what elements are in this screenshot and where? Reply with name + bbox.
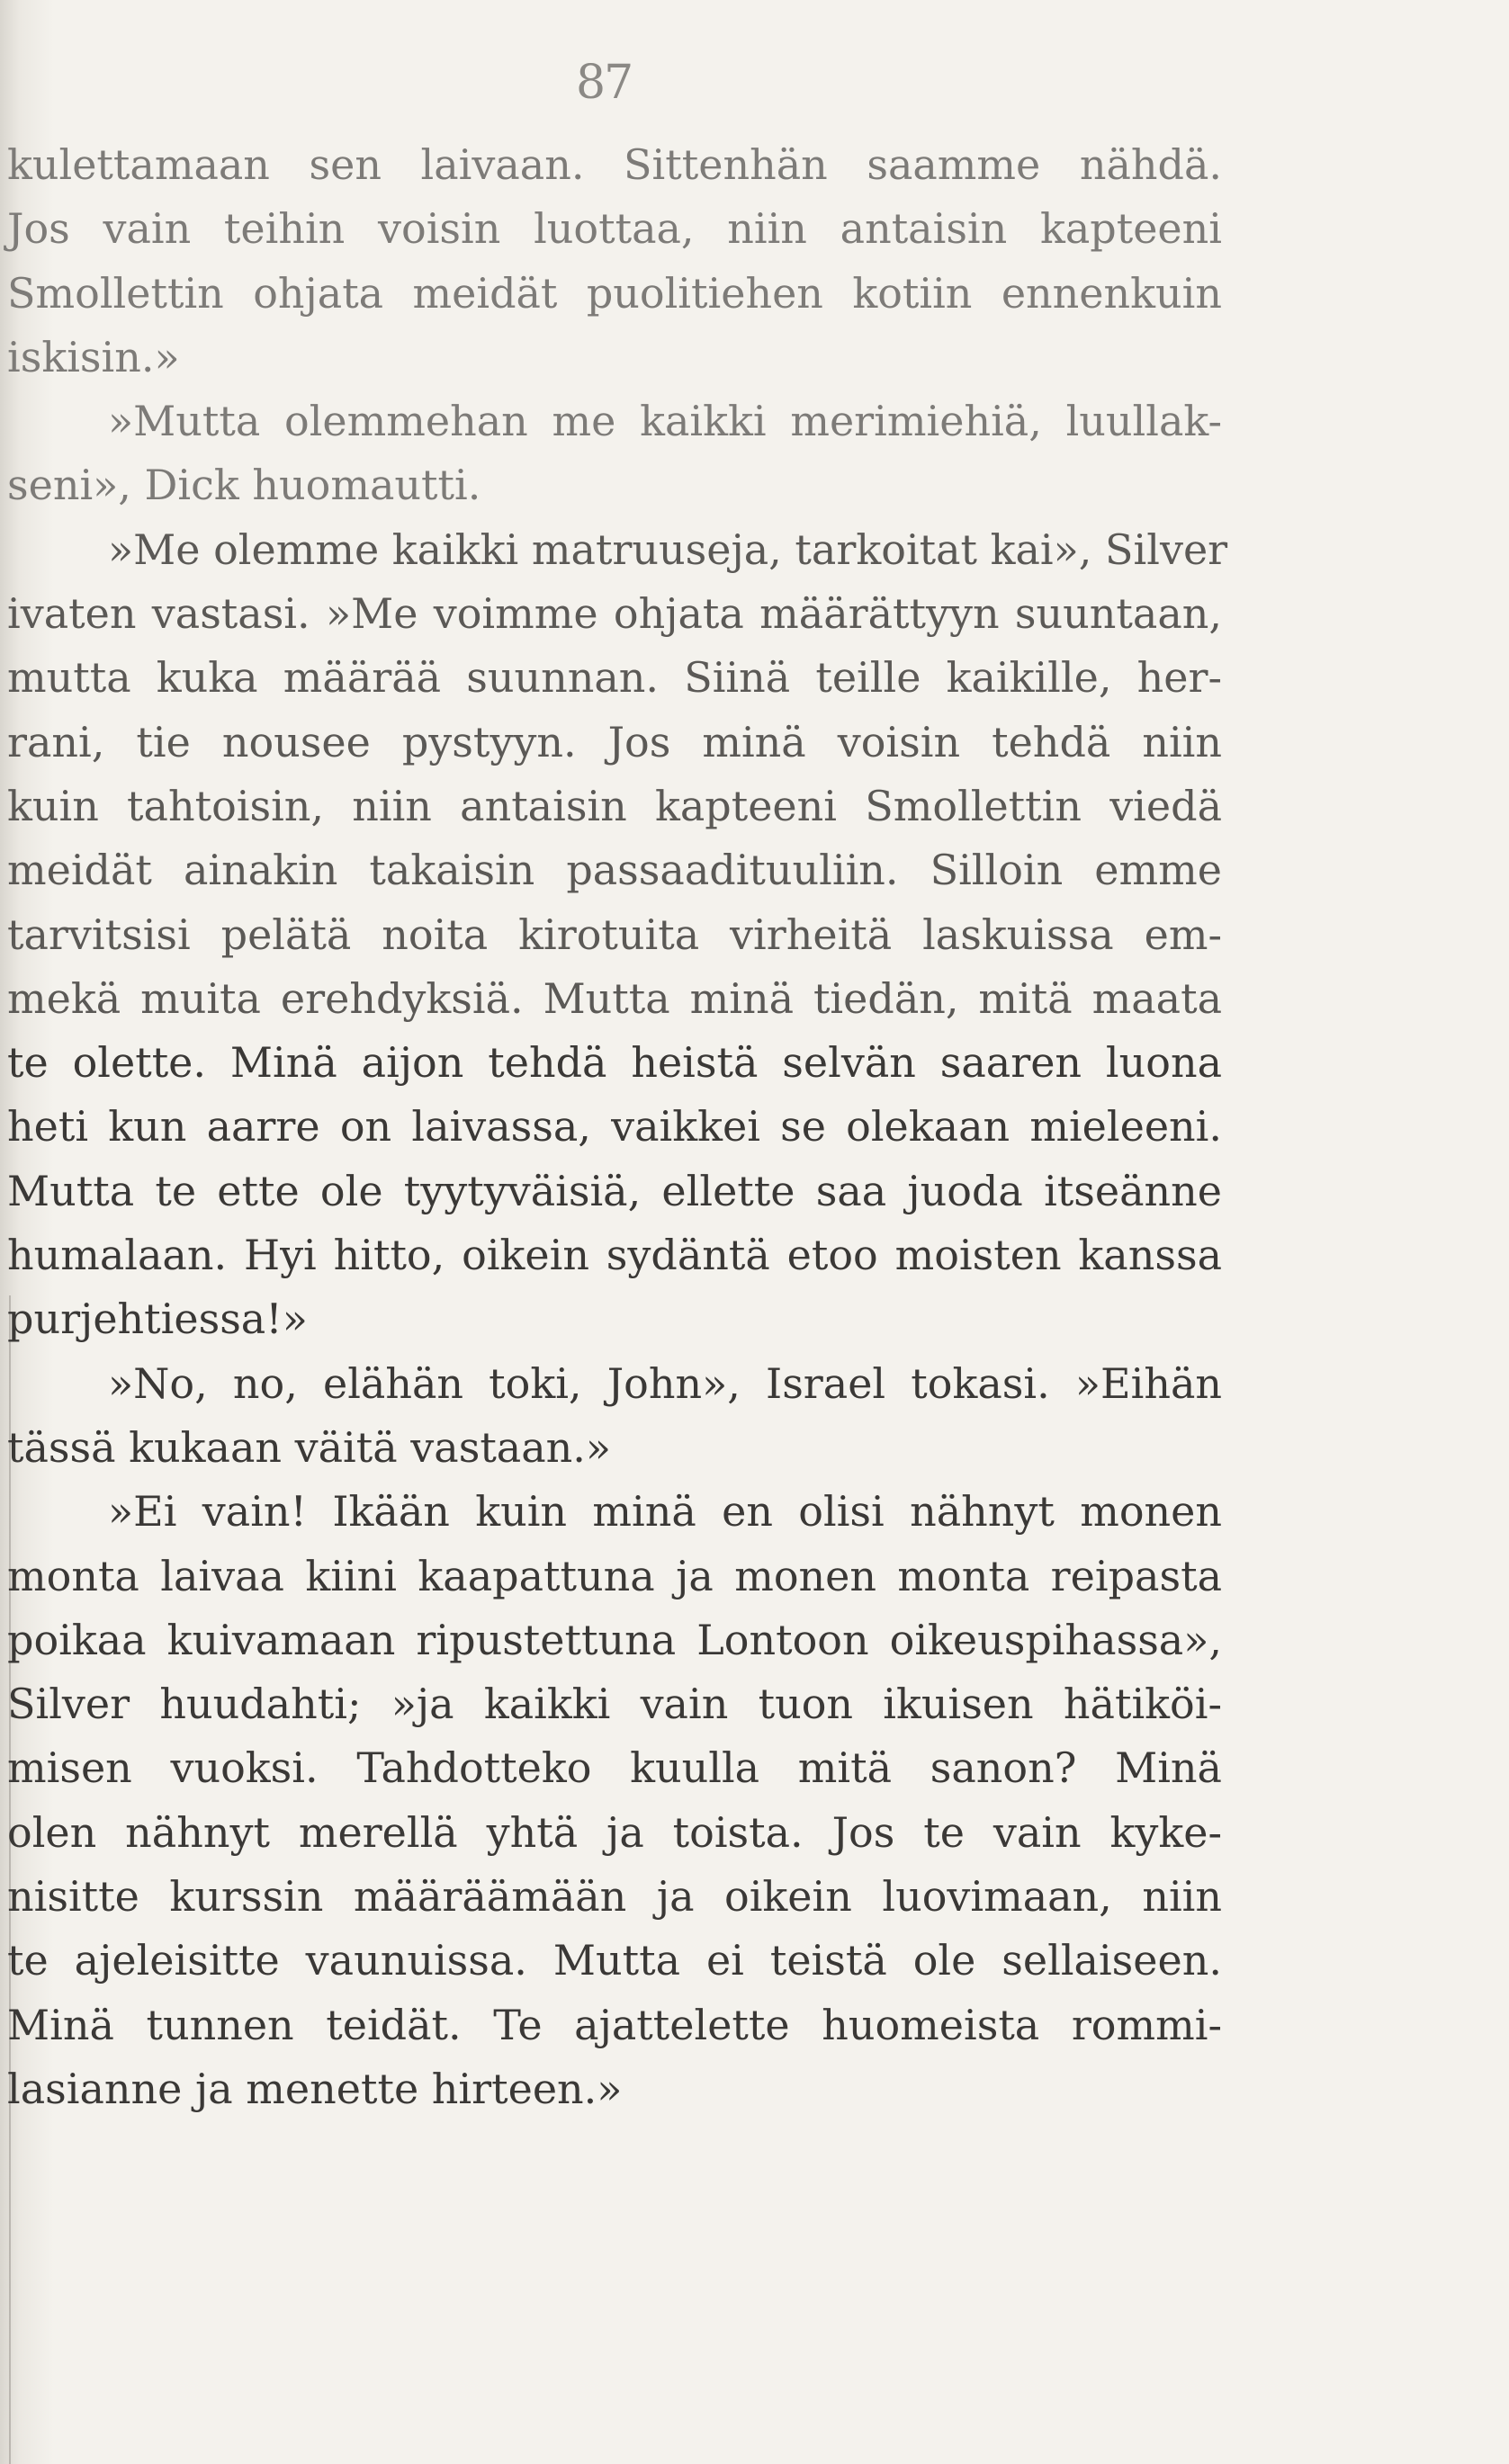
text-line: tarvitsisi pelätä noita kirotuita virheitä laskuissa em-: [7, 909, 1222, 959]
text-line: poikaa kuivamaan ripustettuna Lontoon oikeuspihassa»,: [7, 1615, 1222, 1664]
text-line: mekä muita erehdyksiä. Mutta minä tiedän, mitä maata: [7, 973, 1222, 1023]
body-text: [7, 133, 1228, 2121]
text-line: purjehtiessa!»: [7, 1295, 308, 1344]
text-line: »Me olemme kaikki matruuseja, tarkoitat kai», Silver: [108, 524, 1228, 574]
text-line: rani, tie nousee pystyyn. Jos minä voisin tehdä niin: [7, 717, 1222, 766]
text-line: humalaan. Hyi hitto, oikein sydäntä etoo moisten kanssa: [7, 1231, 1222, 1280]
text-line: »No, no, elähän toki, John», Israel tokasi. »Eihän: [108, 1358, 1222, 1408]
text-line: te olette. Minä aijon tehdä heistä selvän saaren luona: [7, 1038, 1222, 1088]
text-line: Jos vain teihin voisin luottaa, niin antaisin kapteeni: [7, 204, 1222, 254]
text-line: Smollettin ohjata meidät puolitiehen kotiin ennenkuin: [7, 268, 1222, 318]
text-line: te ajeleisitte vaunuissa. Mutta ei teistä ole sellaiseen.: [7, 1936, 1222, 1985]
text-line: »Mutta olemmehan me kaikki merimiehiä, luullak-: [108, 397, 1222, 446]
text-line: heti kun aarre on laivassa, vaikkei se olekaan mieleeni.: [7, 1102, 1222, 1151]
text-line: lasianne ja menette hirteen.»: [7, 2064, 623, 2113]
text-line: seni», Dick huomautti.: [7, 461, 481, 510]
text-line: Mutta te ette ole tyytyväisiä, ellette saa juoda itseänne: [7, 1166, 1222, 1215]
text-line: mutta kuka määrää suunnan. Siinä teille kaikille, her-: [7, 653, 1222, 703]
text-line: Silver huudahti; »ja kaikki vain tuon ikuisen hätiköi-: [7, 1680, 1222, 1729]
text-line: Minä tunnen teidät. Te ajattelette huomeista rommi-: [7, 2000, 1222, 2049]
text-line: misen vuoksi. Tahdotteko kuulla mitä sanon? Minä: [7, 1743, 1222, 1793]
text-line: tässä kukaan väitä vastaan.»: [7, 1422, 612, 1472]
text-line: meidät ainakin takaisin passaadituuliin. Silloin emme: [7, 846, 1222, 895]
text-line: »Ei vain! Ikään kuin minä en olisi nähnyt monen: [108, 1487, 1222, 1537]
text-line: nisitte kurssin määräämään ja oikein luovimaan, niin: [7, 1872, 1222, 1922]
text-line: olen nähnyt merellä yhtä ja toista. Jos te vain kyke-: [7, 1807, 1222, 1857]
text-line: kulettamaan sen laivaan. Sittenhän saamme nähdä.: [7, 140, 1222, 189]
text-line: ivaten vastasi. »Me voimme ohjata määrättyyn suuntaan,: [7, 589, 1222, 639]
text-line: monta laivaa kiini kaapattuna ja monen monta reipasta: [7, 1551, 1222, 1600]
text-line: iskisin.»: [7, 332, 180, 381]
page-number: 87: [576, 56, 633, 110]
text-line: kuin tahtoisin, niin antaisin kapteeni Smollettin viedä: [7, 781, 1222, 830]
